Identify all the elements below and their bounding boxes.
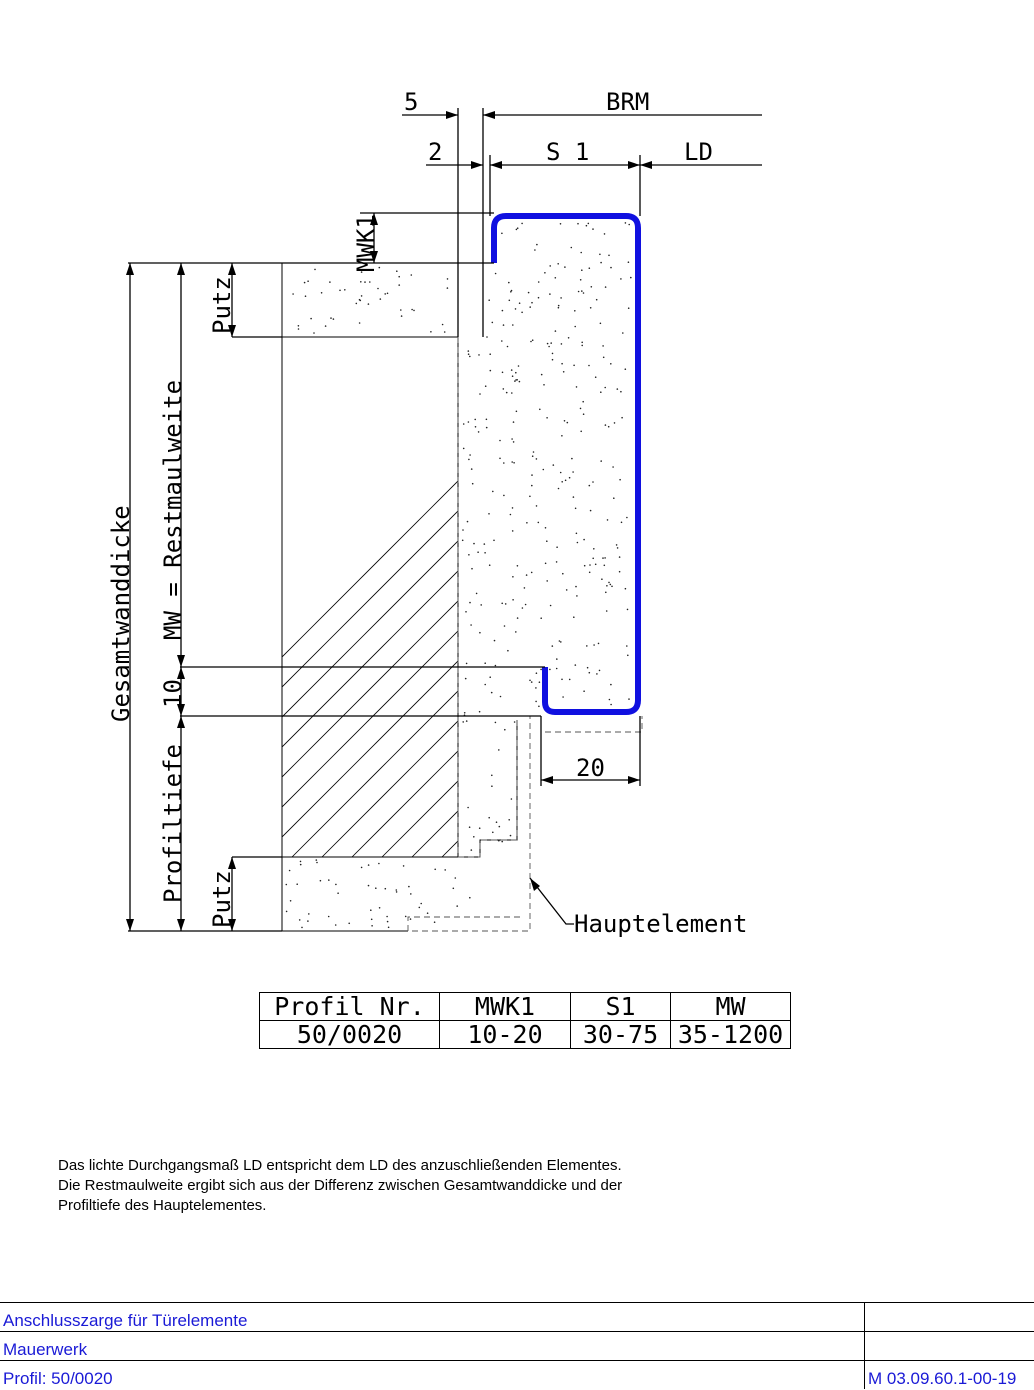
table-header-cell: MWK1 <box>440 993 571 1021</box>
note-line: Das lichte Durchgangsmaß LD entspricht dem LD des anzuschließenden Elementes. <box>58 1157 622 1174</box>
label-s1: S 1 <box>546 138 590 166</box>
title-empty-cell <box>865 1332 1034 1361</box>
label-mwk1: MWK1 <box>352 214 380 272</box>
label-putz-bottom: Putz <box>208 870 236 928</box>
dim-gesamtwanddicke <box>107 263 135 931</box>
dim-10 <box>159 667 187 716</box>
leader-hauptelement <box>530 878 747 938</box>
label-mw: MW = Restmaulweite <box>159 379 187 640</box>
dim-5 <box>402 88 762 119</box>
dim-mw <box>159 263 187 667</box>
plaster-bottom <box>282 720 517 931</box>
label-brm: BRM <box>606 88 650 116</box>
profile-table <box>259 992 791 1049</box>
table-cell: 10-20 <box>440 1021 571 1049</box>
dim-20 <box>541 716 640 786</box>
table-header-cell: Profil Nr. <box>260 993 440 1021</box>
title-line-2: Mauerwerk <box>0 1332 865 1361</box>
dim-s1-ld <box>426 138 762 169</box>
table-header-cell: S1 <box>571 993 671 1021</box>
label-profiltiefe: Profiltiefe <box>159 744 187 903</box>
label-20: 20 <box>576 754 605 782</box>
label-ld: LD <box>684 138 713 166</box>
frame-profile <box>494 216 638 712</box>
table-header-cell: MW <box>671 993 791 1021</box>
table-cell: 50/0020 <box>260 1021 440 1049</box>
table-cell: 35-1200 <box>671 1021 791 1049</box>
main-element-outline <box>408 337 530 931</box>
dim-putz-top <box>208 263 236 337</box>
table-cell: 30-75 <box>571 1021 671 1049</box>
note-line: Profiltiefe des Hauptelementes. <box>58 1197 267 1214</box>
title-line-1: Anschlusszarge für Türelemente <box>0 1303 865 1332</box>
title-empty-cell <box>865 1303 1034 1332</box>
title-block <box>0 1302 1034 1389</box>
table-row <box>260 1021 791 1049</box>
label-putz-top: Putz <box>208 276 236 334</box>
label-10: 10 <box>159 679 187 708</box>
notes <box>58 1156 622 1216</box>
note-line: Die Restmaulweite ergibt sich aus der Differenz zwischen Gesamtwanddicke und der <box>58 1177 623 1194</box>
label-5: 5 <box>404 88 419 116</box>
label-2: 2 <box>428 138 443 166</box>
dim-profiltiefe <box>159 716 187 931</box>
table-header-row <box>260 993 791 1021</box>
label-hauptelement: Hauptelement <box>574 910 748 938</box>
plaster-top <box>282 263 458 337</box>
masonry-hatch <box>82 337 1034 857</box>
dim-putz-bottom <box>208 857 236 931</box>
document-code: M 03.09.60.1-00-19 <box>865 1361 1034 1390</box>
title-line-3: Profil: 50/0020 <box>0 1361 865 1390</box>
label-gesamtwanddicke: Gesamtwanddicke <box>107 505 135 722</box>
